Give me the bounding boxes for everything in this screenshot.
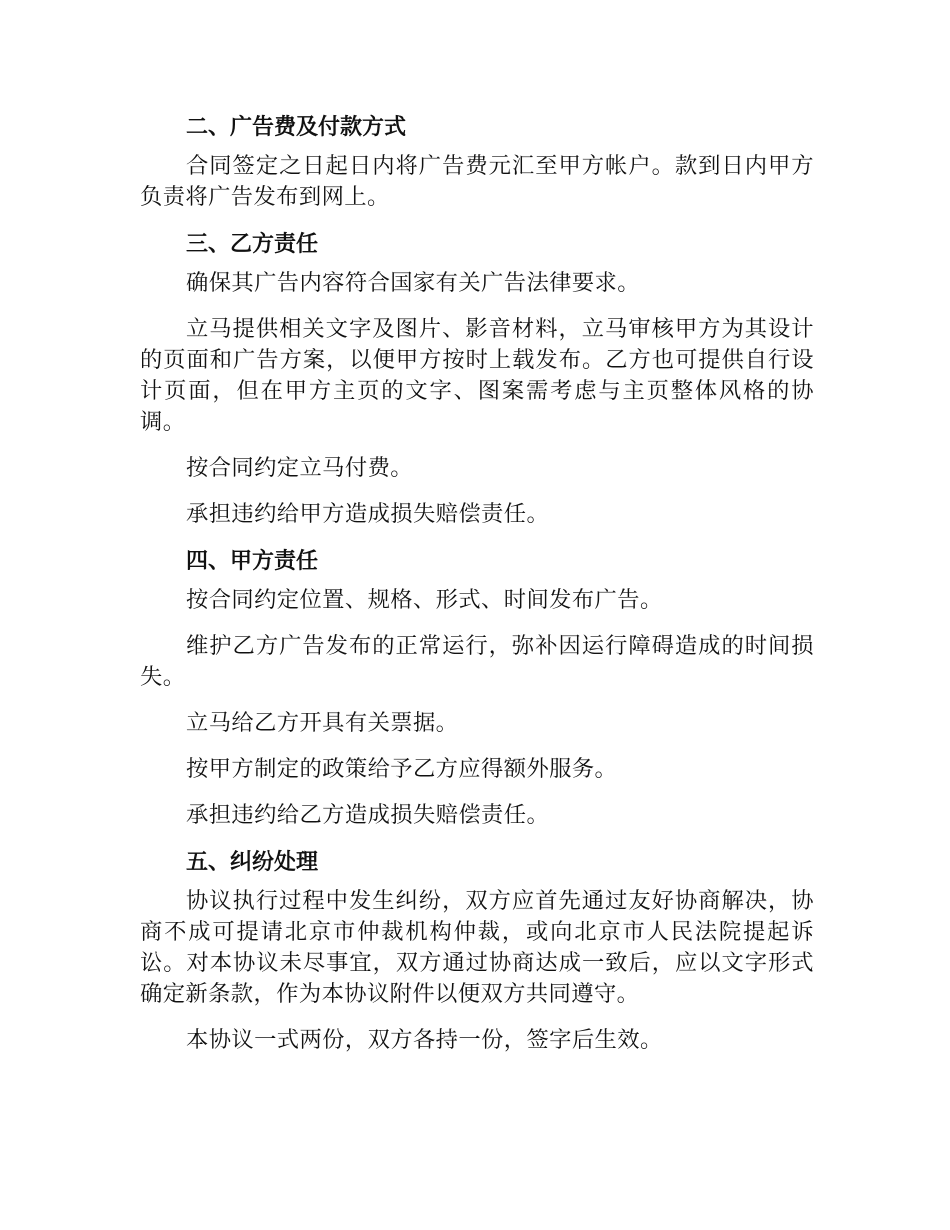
section-heading-party-a-duties: 四、甲方责任 — [186, 549, 319, 574]
section-heading-ad-fee-payment: 二、广告费及付款方式 — [186, 115, 407, 140]
paragraph-b-legal-compliance: 确保其广告内容符合国家有关广告法律要求。 — [186, 270, 640, 296]
paragraph-dispute-resolution: 协议执行过程中发生纠纷，双方应首先通过友好协商解决，协商不成可提请北京市仲裁机构仲裁，或向北京市人民法院提起诉讼。对本协议未尽事宜，双方通过协商达成一致后，应以文字形式确定新条款，作为本协议附件以便双方共同遵守。 — [140, 888, 814, 1007]
paragraph-payment-terms: 合同签定之日起日内将广告费元汇至甲方帐户。款到日内甲方负责将广告发布到网上。 — [140, 153, 814, 210]
paragraph-b-liability: 承担违约给甲方造成损失赔偿责任。 — [186, 501, 550, 527]
paragraph-a-invoice: 立马给乙方开具有关票据。 — [186, 710, 459, 736]
paragraph-a-extra-service: 按甲方制定的政策给予乙方应得额外服务。 — [186, 756, 618, 782]
paragraph-a-publish: 按合同约定位置、规格、形式、时间发布广告。 — [186, 587, 663, 613]
paragraph-b-materials: 立马提供相关文字及图片、影音材料，立马审核甲方为其设计的页面和广告方案，以便甲方按时上载发布。乙方也可提供自行设计页面，但在甲方主页的文字、图案需考虑与主页整体风格的协调。 — [140, 316, 814, 435]
paragraph-a-maintain: 维护乙方广告发布的正常运行，弥补因运行障碍造成的时间损失。 — [140, 633, 814, 690]
paragraph-b-payment: 按合同约定立马付费。 — [186, 455, 413, 481]
paragraph-copies-effective: 本协议一式两份，双方各持一份，签字后生效。 — [186, 1027, 663, 1053]
section-heading-dispute: 五、纠纷处理 — [186, 850, 319, 875]
section-heading-party-b-duties: 三、乙方责任 — [186, 232, 319, 257]
paragraph-a-liability: 承担违约给乙方造成损失赔偿责任。 — [186, 802, 550, 828]
